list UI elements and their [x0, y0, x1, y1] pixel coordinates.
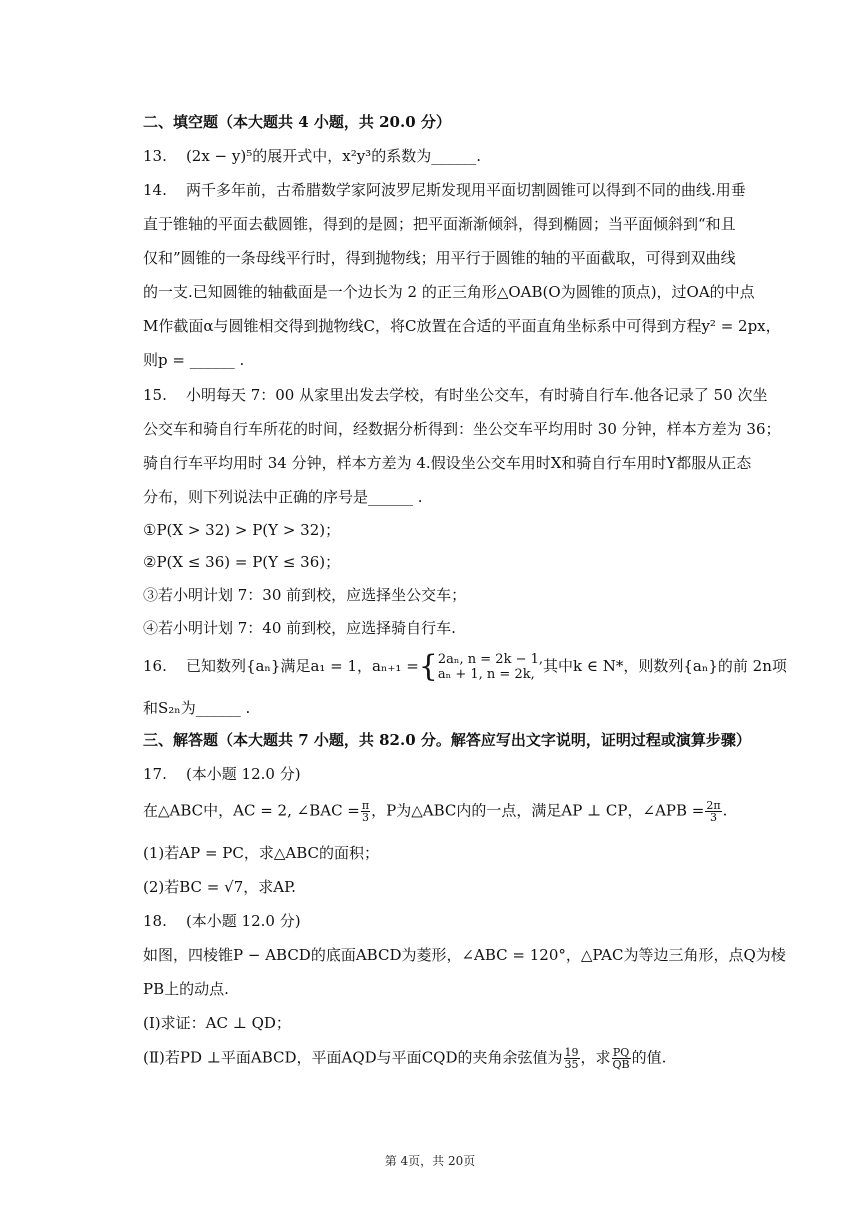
denominator: 35: [564, 1058, 579, 1071]
denominator: 3: [362, 811, 369, 824]
question-text: 小明每天 7：00 从家里出发去学校，有时坐公交车，有时骑自行车.他各记录了 50 次坐: [185, 386, 768, 404]
question-14-line-3: 仅和”圆锥的一条母线平行时，得到抛物线；用平行于圆锥的轴的平面截取，可得到双曲线: [143, 249, 736, 267]
question-18-line-2: PB上的动点.: [143, 980, 229, 998]
question-15-line-1: [143, 385, 768, 405]
question-14-line-6: 则p = ______ .: [143, 351, 245, 369]
question-score: (本小题 12.0 分): [185, 912, 301, 930]
fraction-pi-over-3: [361, 800, 370, 823]
section-fill-blank-title: 二、填空题（本大题共 4 小题，共 20.0 分）: [143, 113, 451, 131]
question-17-header: [143, 764, 301, 784]
question-text: 两千多年前，古希腊数学家阿波罗尼斯发现用平面切割圆锥可以得到不同的曲线.用垂: [185, 181, 746, 199]
question-number: 15.: [143, 386, 167, 404]
page-footer: 第 4页，共 20页: [384, 1154, 476, 1168]
question-text: 已知数列{aₙ}满足a₁ = 1，aₙ₊₁ =: [185, 657, 419, 675]
denominator: 3: [709, 811, 717, 824]
question-15-line-2: 公交车和骑自行车所花的时间，经数据分析得到：坐公交车平均用时 30 分钟，样本方差为 36；: [143, 420, 781, 438]
question-14-line-1: [143, 180, 746, 200]
stem-part: 在△ABC中，AC = 2, ∠BAC =: [143, 801, 360, 820]
section-answer-title: 三、解答题（本大题共 7 小题，共 82.0 分。解答应写出文字说明，证明过程或演算步骤）: [143, 731, 751, 749]
numerator: PQ: [612, 1046, 630, 1059]
question-17-part-1: (1)若AP = PC，求△ABC的面积；: [143, 844, 379, 862]
question-15-line-4: 分布，则下列说法中正确的序号是______ .: [143, 488, 423, 506]
piecewise-cases: [438, 652, 543, 682]
stem-part: ，求: [580, 1048, 611, 1067]
stem-part: 的值.: [631, 1048, 667, 1067]
question-score: (本小题 12.0 分): [185, 765, 301, 783]
question-17-part-2: (2)若BC = √7，求AP.: [143, 878, 296, 896]
question-15-option-1: ①P(X > 32) > P(Y > 32)；: [143, 521, 341, 539]
question-18-header: [143, 911, 301, 931]
left-brace: {: [418, 649, 438, 684]
question-number: 13.: [143, 147, 167, 165]
question-17-stem: [143, 800, 727, 823]
case-2: aₙ + 1, n = 2k,: [437, 667, 535, 682]
question-13: [143, 146, 481, 166]
question-18-line-1: 如图，四棱锥P − ABCD的底面ABCD为菱形，∠ABC = 120°，△PAC为等边三角形，点Q为棱: [143, 946, 786, 964]
denominator: QB: [612, 1058, 630, 1071]
question-15-option-2: ②P(X ≤ 36) = P(Y ≤ 36)；: [143, 553, 341, 571]
fraction-pq-over-qb: [612, 1047, 631, 1070]
question-14-line-5: M作截面α与圆锥相交得到抛物线C，将C放置在合适的平面直角坐标系中可得到方程y² = 2px，: [143, 317, 781, 335]
stem-part: (Ⅱ)若PD ⊥平面ABCD，平面AQD与平面CQD的夹角余弦值为: [143, 1048, 563, 1067]
numerator: π: [361, 799, 370, 812]
stem-part: .: [722, 801, 728, 820]
question-text: (2x − y)⁵的展开式中，x²y³的系数为______.: [185, 147, 481, 165]
question-number: 17.: [143, 765, 167, 783]
fraction-2pi-over-3: [705, 800, 721, 823]
question-16-line-1: [143, 649, 787, 684]
question-15-line-3: 骑自行车平均用时 34 分钟，样本方差为 4.假设坐公交车用时X和骑自行车用时Y都服从正态: [143, 454, 752, 472]
question-14-line-2: 直于锥轴的平面去截圆锥，得到的是圆；把平面渐渐倾斜，得到椭圆；当平面倾斜到“和且: [143, 215, 736, 233]
question-number: 18.: [143, 912, 167, 930]
numerator: 19: [564, 1046, 579, 1059]
numerator: 2π: [706, 799, 721, 812]
case-1: 2aₙ, n = 2k − 1,: [437, 652, 544, 667]
question-number: 16.: [143, 657, 167, 675]
question-text-after: 其中k ∈ N*，则数列{aₙ}的前 2n项: [543, 657, 787, 675]
stem-part: ，P为△ABC内的一点，满足AP ⊥ CP，∠APB =: [371, 801, 705, 820]
question-14-line-4: 的一支.已知圆锥的轴截面是一个边长为 2 的正三角形△OAB(O为圆锥的顶点)，过OA的中点: [143, 283, 755, 301]
question-16-line-2: 和S₂ₙ为______ .: [143, 699, 251, 717]
question-15-option-4: ④若小明计划 7：40 前到校，应选择骑自行车.: [143, 619, 456, 637]
question-18-part-1: (Ⅰ)求证：AC ⊥ QD；: [143, 1014, 291, 1032]
question-number: 14.: [143, 181, 167, 199]
fraction-19-over-35: [564, 1047, 580, 1070]
question-15-option-3: ③若小明计划 7：30 前到校，应选择坐公交车；: [143, 586, 467, 604]
question-18-part-2: [143, 1047, 666, 1070]
